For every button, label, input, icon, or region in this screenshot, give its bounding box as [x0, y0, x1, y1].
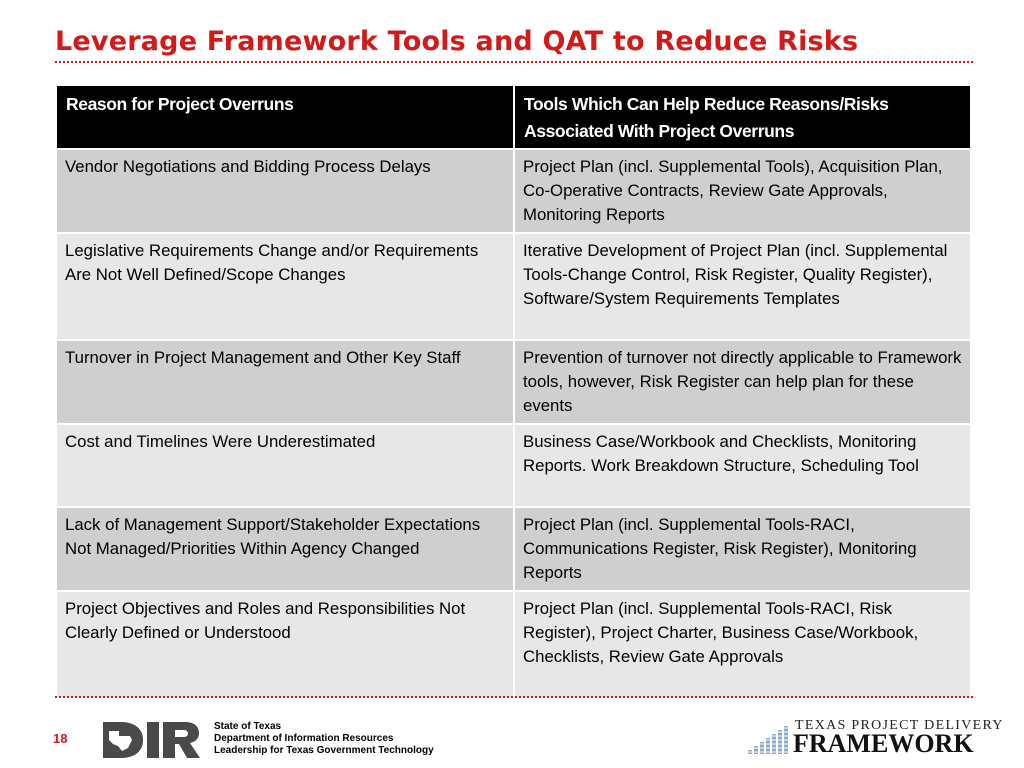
reason-cell: Legislative Requirements Change and/or Requirements Are Not Well Defined/Scope Changes [56, 233, 514, 340]
table-header-row [56, 85, 971, 149]
table-row [56, 424, 971, 507]
tools-cell: Business Case/Workbook and Checklists, Monitoring Reports. Work Breakdown Structure, Scheduling Tool [514, 424, 971, 507]
table-row [56, 507, 971, 591]
reason-cell: Turnover in Project Management and Other Key Staff [56, 340, 514, 424]
tools-cell: Prevention of turnover not directly applicable to Framework tools, however, Risk Register can help plan for these events [514, 340, 971, 424]
framework-logo-line1: TEXAS PROJECT DELIVERY [795, 718, 1004, 733]
header-reason: Reason for Project Overruns [56, 85, 514, 149]
agency-line: Department of Information Resources [214, 733, 394, 744]
table-row [56, 340, 971, 424]
table-row [56, 149, 971, 233]
agency-text [214, 721, 434, 757]
tools-cell: Iterative Development of Project Plan (incl. Supplemental Tools-Change Control, Risk Register, Quality Register), Software/System Requirements Templates [514, 233, 971, 340]
tools-cell: Project Plan (incl. Supplemental Tools-RACI, Risk Register), Project Charter, Business Case/Workbook, Checklists, Review Gate Approvals [514, 591, 971, 698]
framework-logo [748, 718, 1004, 758]
overruns-table [55, 84, 972, 699]
framework-logo-line2: FRAMEWORK [793, 729, 974, 758]
reason-cell: Cost and Timelines Were Underestimated [56, 424, 514, 507]
framework-bars-icon [748, 726, 792, 756]
agency-line: State of Texas [214, 721, 282, 732]
header-tools: Tools Which Can Help Reduce Reasons/Risks Associated With Project Overruns [514, 85, 971, 149]
table-row [56, 591, 971, 698]
tools-cell: Project Plan (incl. Supplemental Tools-RACI, Communications Register, Risk Register), Monitoring Reports [514, 507, 971, 591]
agency-line: Leadership for Texas Government Technology [214, 745, 434, 756]
slide-title: Leverage Framework Tools and QAT to Reduce Risks [55, 26, 859, 57]
reason-cell: Vendor Negotiations and Bidding Process Delays [56, 149, 514, 233]
reason-cell: Lack of Management Support/Stakeholder Expectations Not Managed/Priorities Within Agency Changed [56, 507, 514, 591]
page-number: 18 [53, 731, 68, 746]
slide-footer [0, 700, 1024, 768]
reason-cell: Project Objectives and Roles and Responsibilities Not Clearly Defined or Understood [56, 591, 514, 698]
tools-cell: Project Plan (incl. Supplemental Tools), Acquisition Plan, Co-Operative Contracts, Review Gate Approvals, Monitoring Reports [514, 149, 971, 233]
title-divider [55, 61, 973, 63]
table-row [56, 233, 971, 340]
footer-divider [55, 696, 973, 698]
dir-logo [103, 722, 201, 763]
